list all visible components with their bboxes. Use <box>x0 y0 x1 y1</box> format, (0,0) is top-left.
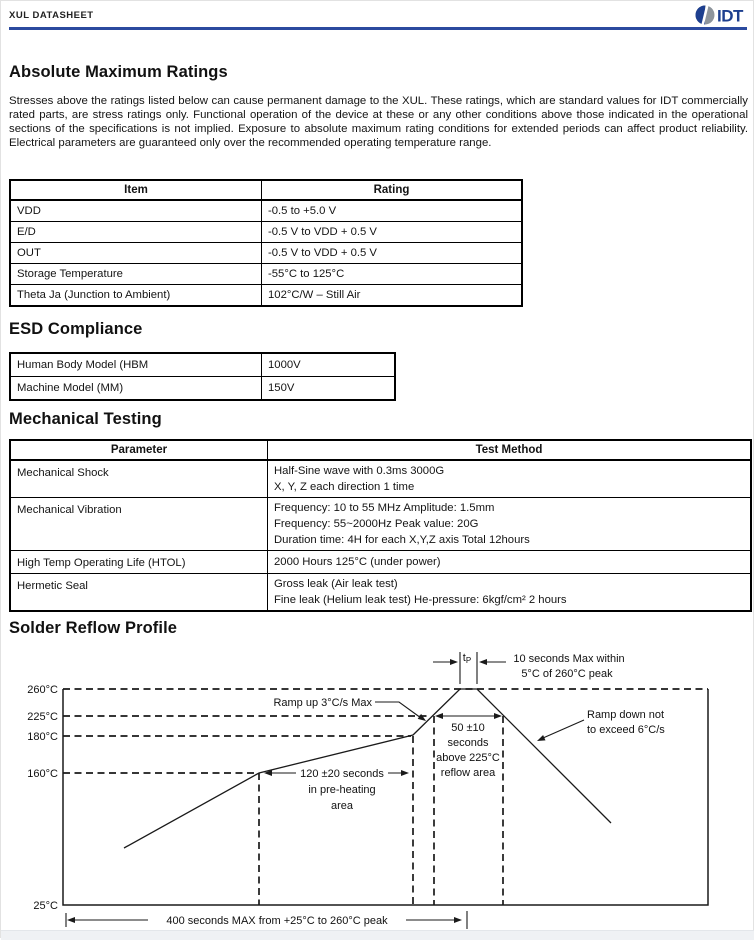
ramp-down-annotation <box>537 709 665 741</box>
page-footer-bar <box>1 930 754 940</box>
solder-reflow-diagram <box>1 646 754 931</box>
cell-item: VDD <box>10 200 262 222</box>
ramp-up-annotation <box>273 697 426 721</box>
method-line: Duration time: 4H for each X,Y,Z axis Total 12hours <box>274 534 530 546</box>
annotation-preheat-2: in pre-heating <box>308 784 376 796</box>
cell-parameter: Mechanical Shock <box>10 460 268 498</box>
annotation-reflow-4: reflow area <box>440 767 496 779</box>
method-line: X, Y, Z each direction 1 time <box>274 481 415 493</box>
table-row <box>10 285 522 307</box>
cell-voltage: 150V <box>262 377 396 401</box>
document-title: XUL DATASHEET <box>9 10 94 21</box>
section-heading-esd-compliance: ESD Compliance <box>9 320 143 338</box>
method-line: Frequency: 55~2000Hz Peak value: 20G <box>274 518 479 530</box>
cell-test-method <box>268 574 752 612</box>
tp-peak-marker <box>433 652 506 684</box>
cell-voltage: 1000V <box>262 353 396 377</box>
tp-label: tP <box>462 652 472 665</box>
temp-label-260: 260°C <box>27 684 58 696</box>
table-header-row <box>10 180 522 200</box>
mechanical-table <box>9 439 752 612</box>
table-row <box>10 222 522 243</box>
table-row <box>10 200 522 222</box>
table-row <box>10 353 395 377</box>
table-row <box>10 551 751 574</box>
cell-rating: -0.5 V to VDD + 0.5 V <box>262 222 523 243</box>
cell-parameter: Hermetic Seal <box>10 574 268 612</box>
preheat-annotation <box>264 768 409 812</box>
total-time-annotation <box>66 911 467 929</box>
annotation-ramp-down-1: Ramp down not <box>587 709 665 721</box>
header-rule <box>9 27 747 30</box>
temp-label-225: 225°C <box>27 711 58 723</box>
esd-table <box>9 352 396 401</box>
cell-rating: -0.5 V to VDD + 0.5 V <box>262 243 523 264</box>
temp-label-160: 160°C <box>27 768 58 780</box>
cell-parameter: Mechanical Vibration <box>10 498 268 551</box>
annotation-reflow-1: 50 ±10 <box>451 722 485 734</box>
annotation-reflow-2: seconds <box>447 737 489 749</box>
method-line: Fine leak (Helium leak test) He-pressure: 6kgf/cm² 2 hours <box>274 594 567 606</box>
cell-model: Machine Model (MM) <box>10 377 262 401</box>
cell-parameter: High Temp Operating Life (HTOL) <box>10 551 268 574</box>
cell-item: Theta Ja (Junction to Ambient) <box>10 285 262 307</box>
logo-text: IDT <box>717 6 743 26</box>
cell-item: E/D <box>10 222 262 243</box>
cell-rating: -55°C to 125°C <box>262 264 523 285</box>
table-row <box>10 460 751 498</box>
table-header-row <box>10 440 751 460</box>
annotation-peak-time-1: 10 seconds Max within <box>513 653 625 665</box>
cell-test-method <box>268 498 752 551</box>
table-row <box>10 264 522 285</box>
method-line: Frequency: 10 to 55 MHz Amplitude: 1.5mm <box>274 502 495 514</box>
annotation-preheat-1: 120 ±20 seconds <box>300 768 384 780</box>
annotation-ramp-down-2: to exceed 6°C/s <box>587 724 665 736</box>
idt-logo-icon <box>694 2 752 28</box>
column-header-rating: Rating <box>262 180 523 200</box>
column-header-parameter: Parameter <box>10 440 268 460</box>
plot-frame <box>63 689 708 905</box>
method-line: Gross leak (Air leak test) <box>274 578 398 590</box>
method-line: 2000 Hours 125°C (under power) <box>274 556 441 568</box>
annotation-preheat-3: area <box>330 800 354 812</box>
cell-test-method <box>268 460 752 498</box>
abs-max-paragraph: Stresses above the ratings listed below can cause permanent damage to the XUL. These ratings, which are standard values for IDT commercially rated parts, are stress ratings only. Functional operation of the device at these or any other conditions above those indicated in the operational sections of the specifications is not implied. Exposure to absolute maximum rating conditions for extended periods can affect product reliability. Electrical parameters are guaranteed only over the recommended operating temperature range. <box>9 95 748 149</box>
abs-max-table <box>9 179 523 307</box>
table-row <box>10 243 522 264</box>
annotation-ramp-up: Ramp up 3°C/s Max <box>273 697 372 709</box>
annotation-reflow-3: above 225°C <box>436 752 500 764</box>
cell-item: OUT <box>10 243 262 264</box>
table-row <box>10 498 751 551</box>
table-row <box>10 574 751 612</box>
cell-item: Storage Temperature <box>10 264 262 285</box>
cell-model: Human Body Model (HBM <box>10 353 262 377</box>
table-row <box>10 377 395 401</box>
temp-label-180: 180°C <box>27 731 58 743</box>
method-line: Half-Sine wave with 0.3ms 3000G <box>274 465 445 477</box>
section-heading-absolute-maximum-ratings: Absolute Maximum Ratings <box>9 63 228 81</box>
section-heading-mechanical-testing: Mechanical Testing <box>9 410 162 428</box>
temp-label-25: 25°C <box>33 900 58 912</box>
cell-rating: -0.5 to +5.0 V <box>262 200 523 222</box>
idt-logo <box>694 2 752 33</box>
cell-rating: 102°C/W – Still Air <box>262 285 523 307</box>
annotation-total-time: 400 seconds MAX from +25°C to 260°C peak <box>166 915 388 927</box>
annotation-peak-time-2: 5°C of 260°C peak <box>521 668 613 680</box>
reflow-area-annotation <box>435 713 502 779</box>
section-heading-solder-reflow-profile: Solder Reflow Profile <box>9 619 178 637</box>
cell-test-method <box>268 551 752 574</box>
column-header-item: Item <box>10 180 262 200</box>
column-header-test-method: Test Method <box>268 440 752 460</box>
